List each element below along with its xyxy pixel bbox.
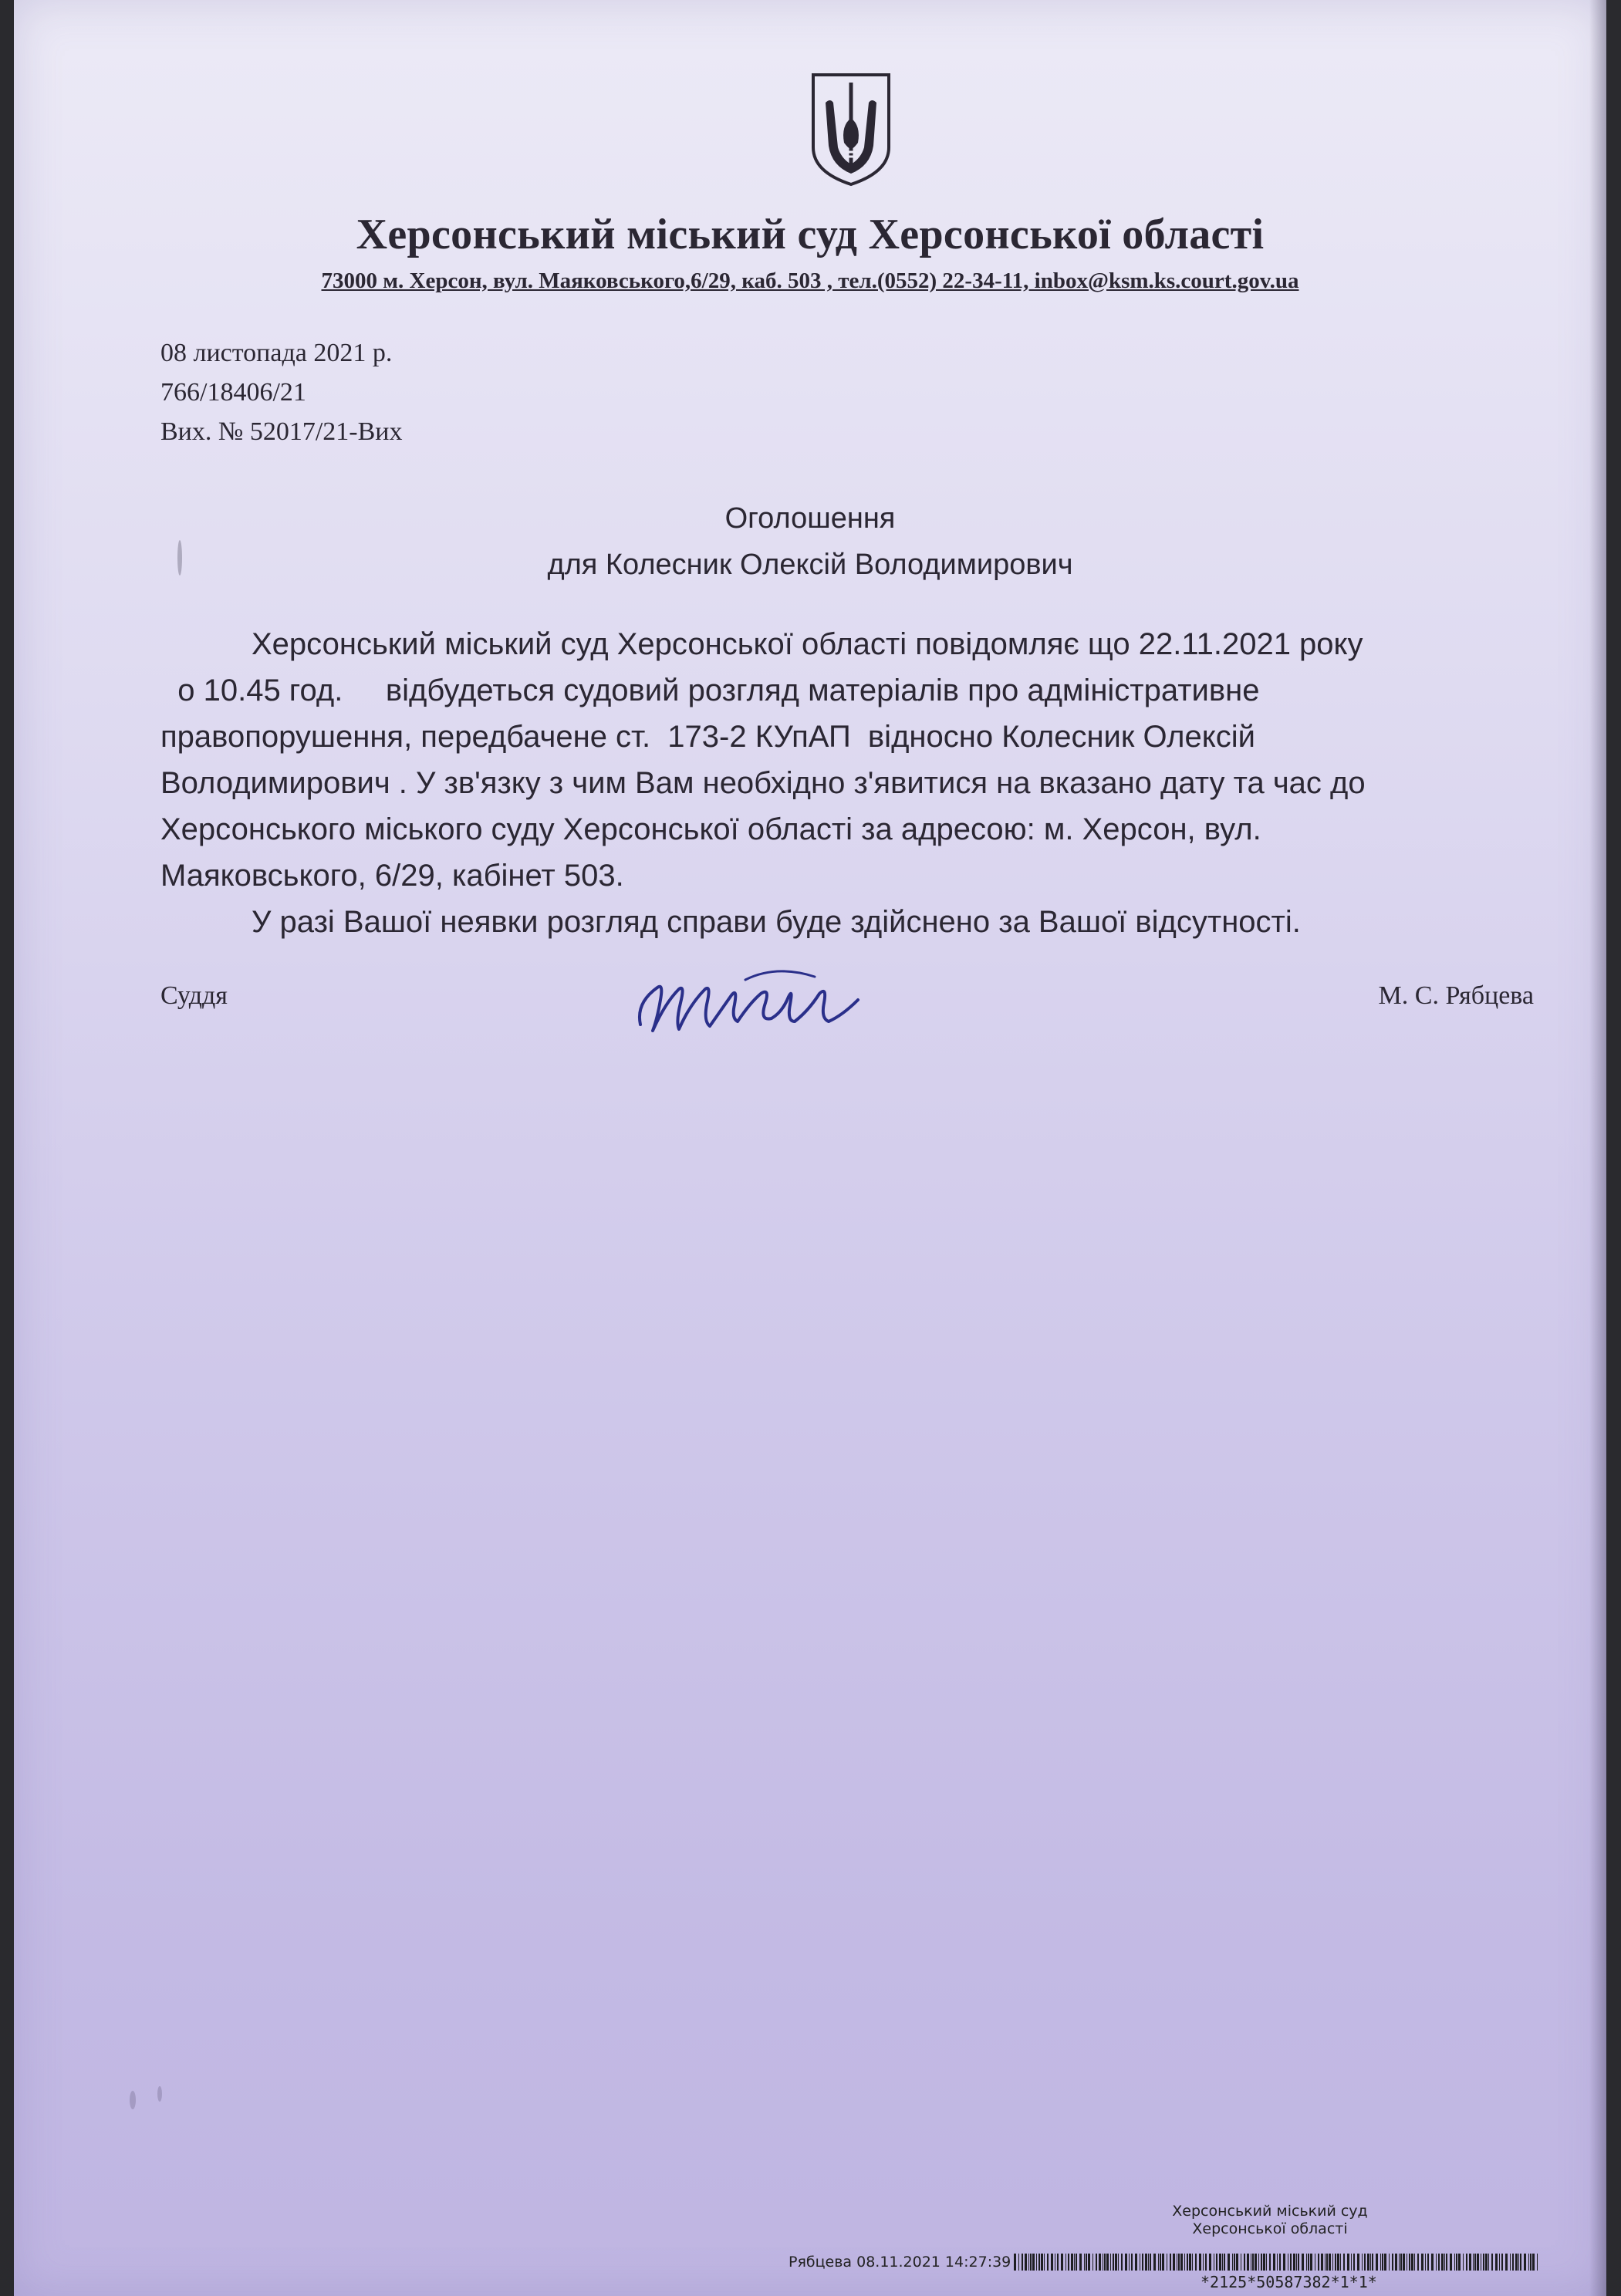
barcode-bar [1436, 2254, 1437, 2271]
barcode-bar [1308, 2254, 1309, 2271]
barcode-bar [1528, 2254, 1529, 2271]
barcode-bar [1306, 2254, 1307, 2271]
body-line: правопорушення, передбачене ст. 173-2 КУпАП відносно Колесник Олексій [160, 720, 1255, 754]
barcode-bar [1057, 2254, 1059, 2271]
barcode-bar [1036, 2254, 1037, 2271]
barcode-bar [1441, 2254, 1444, 2271]
page-smudge [177, 540, 182, 576]
barcode-bar [1337, 2254, 1339, 2271]
barcode-bar [1409, 2254, 1410, 2271]
barcode-bar [1263, 2254, 1265, 2271]
stamp-signature-line [789, 2251, 1540, 2273]
body-line: Володимирович . У зв'язку з чим Вам необхідно з'явитися на вказано дату та час до [160, 766, 1366, 800]
barcode-bar [1384, 2254, 1386, 2271]
barcode-bar [1474, 2254, 1476, 2271]
barcode-bar [1088, 2254, 1090, 2271]
barcode-bar [1236, 2254, 1238, 2271]
barcode-bar [1347, 2254, 1349, 2271]
barcode-bar [1431, 2254, 1434, 2271]
barcode-bar [1261, 2254, 1262, 2271]
notice-heading [14, 495, 1606, 588]
barcode-bar [1203, 2254, 1204, 2271]
barcode-bar [1125, 2254, 1127, 2271]
barcode-bar [1466, 2254, 1467, 2271]
barcode-bar [1266, 2254, 1267, 2271]
notice-title: Оголошення [724, 502, 896, 535]
barcode-bar [1148, 2254, 1149, 2271]
barcode-bar [1399, 2254, 1400, 2271]
stamp-court-line1: Херсонський міський суд [1172, 2203, 1368, 2220]
barcode-bar [1283, 2254, 1285, 2271]
barcode-bar [1321, 2254, 1323, 2271]
barcode-bar [1129, 2254, 1130, 2271]
barcode-bar [1216, 2254, 1217, 2271]
barcode-bar [1224, 2254, 1225, 2271]
notice-recipient: для Колесник Олексій Володимирович [547, 549, 1073, 581]
stamp-court-line2: Херсонської області [1192, 2220, 1348, 2237]
barcode-bar [1326, 2254, 1328, 2271]
barcode-bar [1456, 2254, 1457, 2271]
barcode-bar [1537, 2254, 1538, 2271]
barcode-bar [1403, 2254, 1405, 2271]
barcode-bar [1380, 2254, 1381, 2271]
barcode-bar [1092, 2254, 1093, 2271]
barcode-bar [1209, 2254, 1211, 2271]
barcode-bar [1047, 2254, 1049, 2271]
barcode-bar [1065, 2254, 1066, 2271]
body-line: Херсонський міський суд Херсонської області повідомляє що 22.11.2021 року [252, 627, 1363, 661]
barcode-bar [1099, 2254, 1101, 2271]
barcode-bar [1160, 2254, 1161, 2271]
barcode-bar [1477, 2254, 1479, 2271]
barcode-bar [1446, 2254, 1447, 2271]
signature-row [160, 981, 1534, 1043]
barcode-bar [1290, 2254, 1292, 2271]
barcode-bar [1367, 2254, 1369, 2271]
barcode-bar [1335, 2254, 1336, 2271]
barcode-bar [1104, 2254, 1106, 2271]
barcode-bar [1425, 2254, 1426, 2271]
barcode-bar [1199, 2254, 1201, 2271]
barcode-bar [1071, 2254, 1073, 2271]
barcode-bar [1096, 2254, 1097, 2271]
barcode-bar [1495, 2254, 1498, 2271]
barcode-bar [1438, 2254, 1440, 2271]
barcode-bar [1222, 2254, 1223, 2271]
barcode-bar [1515, 2254, 1518, 2271]
barcode-bar [1302, 2254, 1304, 2271]
barcode-bar [1376, 2254, 1378, 2271]
barcode-bar [1329, 2254, 1331, 2271]
barcode-bar [1512, 2254, 1514, 2271]
barcode-bar [1382, 2254, 1383, 2271]
barcode-bar [1444, 2254, 1445, 2271]
body-line: Маяковського, 6/29, кабінет 503. [160, 859, 624, 893]
court-stamp [1139, 2203, 1401, 2238]
barcode-bar [1427, 2254, 1429, 2271]
barcode-bar [1293, 2254, 1295, 2271]
barcode-bar [1068, 2254, 1069, 2271]
barcode-bar [1121, 2254, 1123, 2271]
document-page [14, 0, 1606, 2296]
case-number: 766/18406/21 [160, 378, 306, 407]
barcode-bar [1113, 2254, 1114, 2271]
barcode-bar [1022, 2254, 1023, 2271]
barcode-bar [1417, 2254, 1419, 2271]
handwritten-signature [630, 957, 876, 1049]
barcode-bar [1106, 2254, 1109, 2271]
barcode-bar [1153, 2254, 1156, 2271]
page-smudge [130, 2091, 136, 2109]
body-closing: У разі Вашої неявки розгляд справи буде здійснено за Вашої відсутності. [252, 905, 1301, 939]
barcode-bar [1142, 2254, 1143, 2271]
barcode-bar [1032, 2254, 1035, 2271]
barcode-bar [1469, 2254, 1471, 2271]
barcode-bar [1086, 2254, 1087, 2271]
barcode-bar [1273, 2254, 1275, 2271]
barcode-bar [1030, 2254, 1032, 2271]
barcode [1014, 2254, 1540, 2271]
barcode-bar [1364, 2254, 1366, 2271]
court-name: Херсонський міський суд Херсонської області [356, 211, 1265, 258]
barcode-bar [1079, 2254, 1082, 2271]
barcode-bar [1505, 2254, 1508, 2271]
barcode-bar [1247, 2254, 1249, 2271]
barcode-bar [1483, 2254, 1484, 2271]
barcode-bar [1269, 2254, 1271, 2271]
barcode-bar [1150, 2254, 1151, 2271]
barcode-bar [1370, 2254, 1371, 2271]
notice-body [160, 621, 1549, 945]
barcode-bar [1192, 2254, 1193, 2271]
barcode-bar [1520, 2254, 1521, 2271]
barcode-bar [1158, 2254, 1159, 2271]
barcode-bar [1357, 2254, 1359, 2271]
barcode-bar [1162, 2254, 1164, 2271]
barcode-bar [1499, 2254, 1500, 2271]
barcode-bar [1178, 2254, 1180, 2271]
barcode-bar [1372, 2254, 1373, 2271]
barcode-bar [1310, 2254, 1312, 2271]
outgoing-number: Вих. № 52017/21-Вих [160, 417, 403, 446]
barcode-bar [1189, 2254, 1191, 2271]
barcode-bar [1318, 2254, 1319, 2271]
barcode-bar [1184, 2254, 1185, 2271]
barcode-bar [1252, 2254, 1254, 2271]
barcode-bar [1084, 2254, 1085, 2271]
barcode-bar [1463, 2254, 1464, 2271]
barcode-bar [1258, 2254, 1259, 2271]
barcode-bar [1510, 2254, 1511, 2271]
barcode-bar [1195, 2254, 1197, 2271]
barcode-bar [1118, 2254, 1119, 2271]
barcode-bar [1488, 2254, 1489, 2271]
barcode-bar [1530, 2254, 1532, 2271]
barcode-bar [1532, 2254, 1535, 2271]
barcode-bar [1205, 2254, 1207, 2271]
stamp-signed-by: Рябцева 08.11.2021 14:27:39 [789, 2254, 1011, 2271]
barcode-bar [1131, 2254, 1133, 2271]
barcode-bar [1518, 2254, 1519, 2271]
judge-role: Суддя [160, 981, 228, 1010]
barcode-bar [1110, 2254, 1111, 2271]
barcode-bar [1187, 2254, 1188, 2271]
document-date: 08 листопада 2021 р. [160, 339, 393, 367]
barcode-bar [1173, 2254, 1175, 2271]
barcode-bar [1325, 2254, 1326, 2271]
barcode-text: *2125*50587382*1*1* [1201, 2273, 1377, 2291]
barcode-bar [1298, 2254, 1299, 2271]
barcode-bar [1450, 2254, 1452, 2271]
barcode-bar [1115, 2254, 1117, 2271]
barcode-bar [1296, 2254, 1297, 2271]
barcode-bar [1340, 2254, 1341, 2271]
barcode-bar [1232, 2254, 1233, 2271]
barcode-bar [1454, 2254, 1455, 2271]
barcode-bar [1041, 2254, 1043, 2271]
barcode-bar [1028, 2254, 1029, 2271]
barcode-bar [1473, 2254, 1474, 2271]
barcode-bar [1362, 2254, 1363, 2271]
barcode-bar [1025, 2254, 1027, 2271]
barcode-bar [1228, 2254, 1230, 2271]
coat-of-arms-icon [810, 72, 892, 187]
barcode-bar [1501, 2254, 1503, 2271]
barcode-bar [1051, 2254, 1053, 2271]
barcode-bar [1491, 2254, 1493, 2271]
barcode-bar [1044, 2254, 1045, 2271]
barcode-bar [1076, 2254, 1077, 2271]
page-edge-shadow [1589, 0, 1606, 2296]
document-meta [160, 333, 402, 451]
judge-name: М. С. Рябцева [1378, 981, 1534, 1010]
barcode-bar [1244, 2254, 1245, 2271]
barcode-bar [1414, 2254, 1415, 2271]
barcode-bar [1411, 2254, 1413, 2271]
barcode-bar [1277, 2254, 1278, 2271]
barcode-bar [1524, 2254, 1526, 2271]
barcode-bar [1180, 2254, 1183, 2271]
barcode-bar [1234, 2254, 1235, 2271]
barcode-bar [1170, 2254, 1171, 2271]
barcode-bar [1014, 2254, 1016, 2271]
barcode-bar [1351, 2254, 1352, 2271]
barcode-bar [1395, 2254, 1397, 2271]
barcode-bar [1392, 2254, 1393, 2271]
barcode-bar [1343, 2254, 1345, 2271]
barcode-bar [1074, 2254, 1075, 2271]
barcode-bar [1389, 2254, 1390, 2271]
barcode-bar [1038, 2254, 1040, 2271]
barcode-bar [1421, 2254, 1423, 2271]
barcode-bar [1061, 2254, 1063, 2271]
barcode-bar [1353, 2254, 1355, 2271]
barcode-bar [1255, 2254, 1257, 2271]
court-address: 73000 м. Херсон, вул. Маяковського,6/29, каб. 503 , тел.(0552) 22-34-11, inbox@ksm.ks.court.gov.ua [321, 268, 1299, 293]
barcode-bar [1219, 2254, 1221, 2271]
barcode-bar [1145, 2254, 1147, 2271]
barcode-bar [1485, 2254, 1488, 2271]
barcode-bar [1332, 2254, 1333, 2271]
barcode-bar [1279, 2254, 1281, 2271]
barcode-bar [1400, 2254, 1402, 2271]
barcode-bar [1018, 2254, 1019, 2271]
body-line: о 10.45 год. відбудеться судовий розгляд матеріалів про адміністративне [160, 674, 1260, 707]
body-line: Херсонського міського суду Херсонської області за адресою: м. Херсон, вул. [160, 812, 1261, 846]
page-smudge [157, 2086, 162, 2102]
barcode-bar [1458, 2254, 1461, 2271]
barcode-bar [1135, 2254, 1137, 2271]
